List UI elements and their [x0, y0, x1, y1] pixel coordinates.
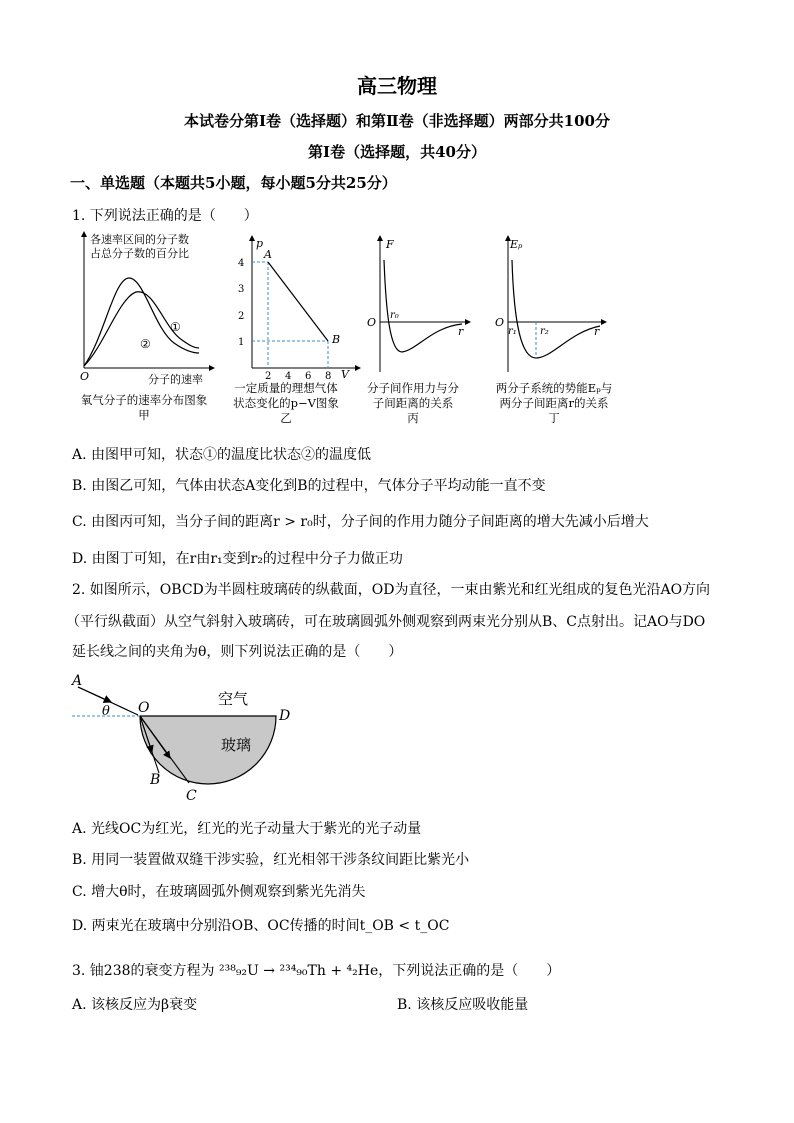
q1-option-d: D. 由图丁可知，在r由r₁变到r₂的过程中分子力做正功	[72, 551, 403, 567]
fig-q2-C: C	[186, 788, 197, 804]
q1-stem: 1. 下列说法正确的是（ ）	[72, 208, 258, 224]
q2-option-d: D. 两束光在玻璃中分别沿OB、OC传播的时间t_OB < t_OC	[72, 918, 450, 934]
fig-a-ylabel-2: 占总分子数的百分比	[90, 247, 189, 260]
fig-b-xtick-8: 8	[325, 371, 332, 380]
fig-a-curve1: ①	[170, 320, 181, 334]
figure-potential-energy	[490, 232, 610, 377]
fig-d-r1: r₁	[508, 326, 517, 337]
fig-q2-D: D	[279, 708, 291, 724]
figure-force-distance	[362, 232, 474, 377]
fig-d-O: O	[495, 316, 505, 329]
fig-c-r0: r₀	[390, 310, 399, 321]
fig-a-ylabel	[90, 233, 189, 261]
fig-d-Ep: Eₚ	[510, 238, 523, 251]
fig-d-caption-2: 两分子间距离r的关系	[499, 396, 609, 410]
fig-a-xlabel: 分子的速率	[148, 373, 203, 386]
fig-c-caption-1: 分子间作用力与分	[367, 381, 459, 395]
fig-c-r: r	[458, 325, 464, 338]
fig-d-caption	[488, 381, 620, 426]
q3-option-b: B. 该核反应吸收能量	[397, 997, 529, 1013]
q3-option-a: A. 该核反应为β衰变	[72, 997, 198, 1013]
fig-b-caption-2: 状态变化的p−V图象	[233, 396, 339, 410]
fig-c-caption-3: 丙	[407, 411, 419, 425]
section-heading: 一、单选题（本题共5小题，每小题5分共25分）	[70, 174, 397, 192]
fig-b-p: p	[256, 237, 264, 250]
fig-d-r: r	[594, 325, 600, 338]
fig-b-caption	[228, 381, 344, 426]
fig-a-origin: O	[80, 370, 90, 383]
fig-b-ytick-3: 3	[238, 284, 245, 295]
fig-b-xtick-2: 2	[265, 371, 272, 380]
fig-a-caption-2: 甲	[138, 408, 150, 422]
q2-stem-line2: （平行纵截面）从空气斜射入玻璃砖，可在玻璃圆弧外侧观察到两束光分别从B、C点射出。记AO与DO	[66, 614, 706, 630]
exam-subtitle: 本试卷分第Ⅰ卷（选择题）和第Ⅱ卷（非选择题）两部分共100分	[184, 112, 610, 130]
fig-b-xtick-6: 6	[305, 371, 312, 380]
fig-q2-O: O	[138, 700, 150, 716]
fig-b-caption-3: 乙	[280, 411, 292, 425]
q3-stem: 3. 铀238的衰变方程为 ²³⁸₉₂U → ²³⁴₉₀Th + ⁴₂He，下列说法正确的是（ ）	[72, 963, 561, 979]
q1-option-b: B. 由图乙可知，气体由状态A变化到B的过程中，气体分子平均动能一直不变	[72, 478, 546, 494]
fig-c-F: F	[386, 238, 394, 251]
fig-d-r2: r₂	[540, 326, 549, 337]
q1-option-a: A. 由图甲可知，状态①的温度比状态②的温度低	[72, 447, 372, 463]
fig-a-ylabel-1: 各速率区间的分子数	[90, 233, 189, 246]
fig-q2-glass: 玻璃	[221, 736, 252, 754]
fig-a-caption	[64, 393, 224, 423]
fig-a-caption-1: 氧气分子的速率分布图象	[80, 393, 208, 407]
q2-option-c: C. 增大θ时，在玻璃圆弧外侧观察到紫光先消失	[72, 884, 366, 900]
fig-q2-A: A	[72, 673, 83, 689]
fig-b-A: A	[264, 248, 272, 261]
fig-q2-B: B	[150, 772, 161, 788]
fig-c-O: O	[367, 316, 377, 329]
fig-q2-theta: θ	[102, 704, 110, 719]
part-heading: 第Ⅰ卷（选择题，共40分）	[308, 143, 486, 161]
fig-b-ytick-1: 1	[238, 337, 245, 348]
fig-q2-air: 空气	[218, 690, 249, 708]
q2-option-a: A. 光线OC为红光，红光的光子动量大于紫光的光子动量	[72, 821, 422, 837]
fig-b-caption-1: 一定质量的理想气体	[234, 381, 338, 395]
fig-a-curve2: ②	[140, 337, 151, 351]
fig-d-caption-3: 丁	[548, 411, 560, 425]
q2-option-b: B. 用同一装置做双缝干涉实验，红光相邻干涉条纹间距比紫光小	[72, 852, 470, 868]
fig-d-caption-1: 两分子系统的势能Eₚ与	[495, 381, 613, 395]
fig-b-ytick-4: 4	[238, 258, 245, 269]
q2-stem-line3: 延长线之间的夹角为θ，则下列说法正确的是（ ）	[72, 644, 403, 660]
fig-b-xtick-4: 4	[285, 371, 292, 380]
figure-glass-semicircle	[66, 668, 306, 808]
fig-c-caption-2: 子间距离的关系	[372, 396, 454, 410]
figure-pv-diagram	[236, 230, 366, 380]
q2-stem-line1: 2. 如图所示，OBCD为半圆柱玻璃砖的纵截面，OD为直径，一束由紫光和红光组成的复色光沿AO方向	[72, 582, 711, 598]
page-title: 高三物理	[357, 74, 437, 98]
fig-b-V: V	[341, 368, 349, 380]
fig-b-B: B	[332, 333, 341, 346]
fig-c-caption	[360, 381, 466, 426]
fig-b-ytick-2: 2	[238, 311, 245, 322]
q1-option-c: C. 由图丙可知，当分子间的距离r > r₀时，分子间的作用力随分子间距离的增大先减小后增大	[72, 514, 649, 530]
